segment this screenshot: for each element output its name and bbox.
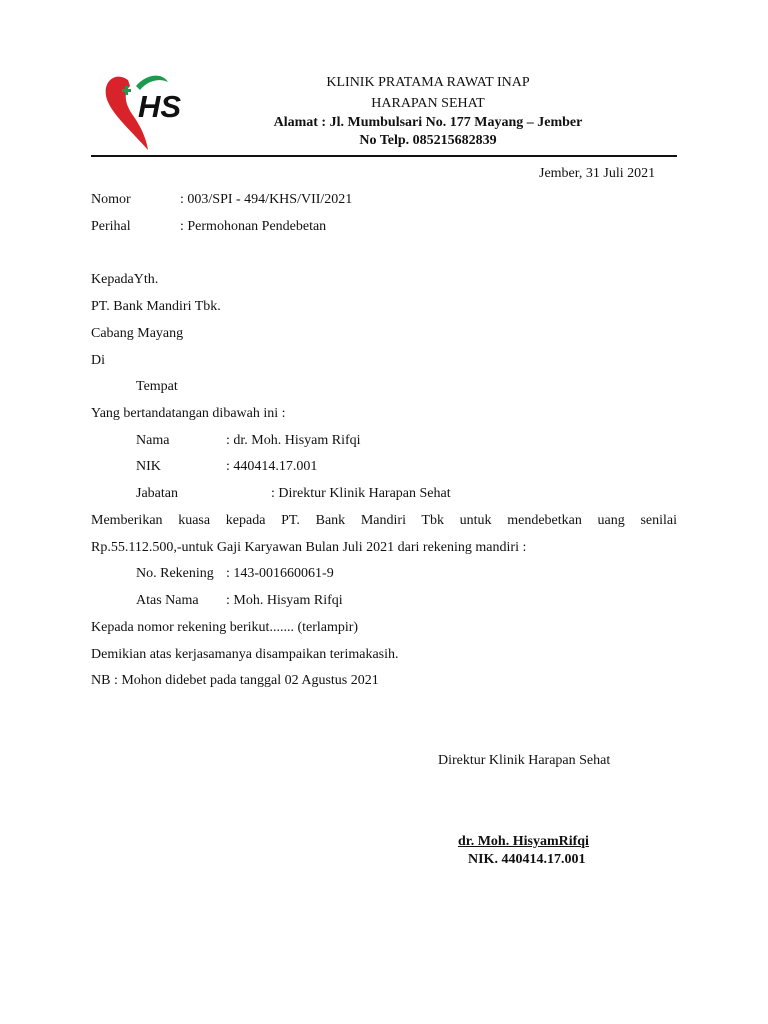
paragraph-line1: Memberikan kuasa kepada PT. Bank Mandiri Tbk untuk mendebetkan uang senilai: [91, 513, 677, 528]
recipient-line4: Di: [91, 353, 105, 368]
recipient-line3: Cabang Mayang: [91, 326, 184, 341]
kepada-text: Kepada nomor rekening berikut....... (terlampir): [91, 620, 359, 635]
perihal-label: Perihal: [91, 219, 131, 234]
atas-nama-label: Atas Nama: [136, 593, 199, 608]
signature-title: Direktur Klinik Harapan Sehat: [438, 753, 611, 768]
recipient-line5: Tempat: [136, 379, 178, 394]
signature-nik: NIK. 440414.17.001: [468, 852, 586, 867]
atas-nama-value: : Moh. Hisyam Rifqi: [226, 593, 343, 608]
clinic-phone: No Telp. 085215682839: [359, 133, 497, 148]
nik-label: NIK: [136, 459, 161, 474]
clinic-logo: [102, 70, 212, 160]
nb-text: NB : Mohon didebet pada tanggal 02 Agustus 2021: [91, 673, 379, 688]
nama-label: Nama: [136, 433, 170, 448]
logo-text: HS: [138, 89, 182, 124]
recipient-line2: PT. Bank Mandiri Tbk.: [91, 299, 221, 314]
nama-value: : dr. Moh. Hisyam Rifqi: [226, 433, 361, 448]
nomor-value: : 003/SPI - 494/KHS/VII/2021: [180, 192, 353, 207]
closing-text: Demikian atas kerjasamanya disampaikan terimakasih.: [91, 647, 399, 662]
heart-cross-logo-icon: [102, 70, 212, 160]
nik-value: : 440414.17.001: [226, 459, 318, 474]
perihal-value: : Permohonan Pendebetan: [180, 219, 327, 234]
rekening-label: No. Rekening: [136, 566, 214, 581]
recipient-line1: KepadaYth.: [91, 272, 159, 287]
intro-text: Yang bertandatangan dibawah ini :: [91, 406, 286, 421]
signature-name: dr. Moh. HisyamRifqi: [458, 834, 589, 849]
clinic-name-line2: HARAPAN SEHAT: [371, 96, 485, 111]
clinic-name-line1: KLINIK PRATAMA RAWAT INAP: [326, 75, 530, 90]
letter-date: Jember, 31 Juli 2021: [539, 166, 656, 181]
clinic-address: Alamat : Jl. Mumbulsari No. 177 Mayang – Jember: [273, 115, 583, 130]
letterhead-divider: [91, 155, 677, 157]
nomor-label: Nomor: [91, 192, 131, 207]
jabatan-label: Jabatan: [136, 486, 178, 501]
jabatan-value: : Direktur Klinik Harapan Sehat: [271, 486, 451, 501]
rekening-value: : 143-001660061-9: [226, 566, 334, 581]
paragraph-line2: Rp.55.112.500,-untuk Gaji Karyawan Bulan Juli 2021 dari rekening mandiri :: [91, 540, 527, 555]
